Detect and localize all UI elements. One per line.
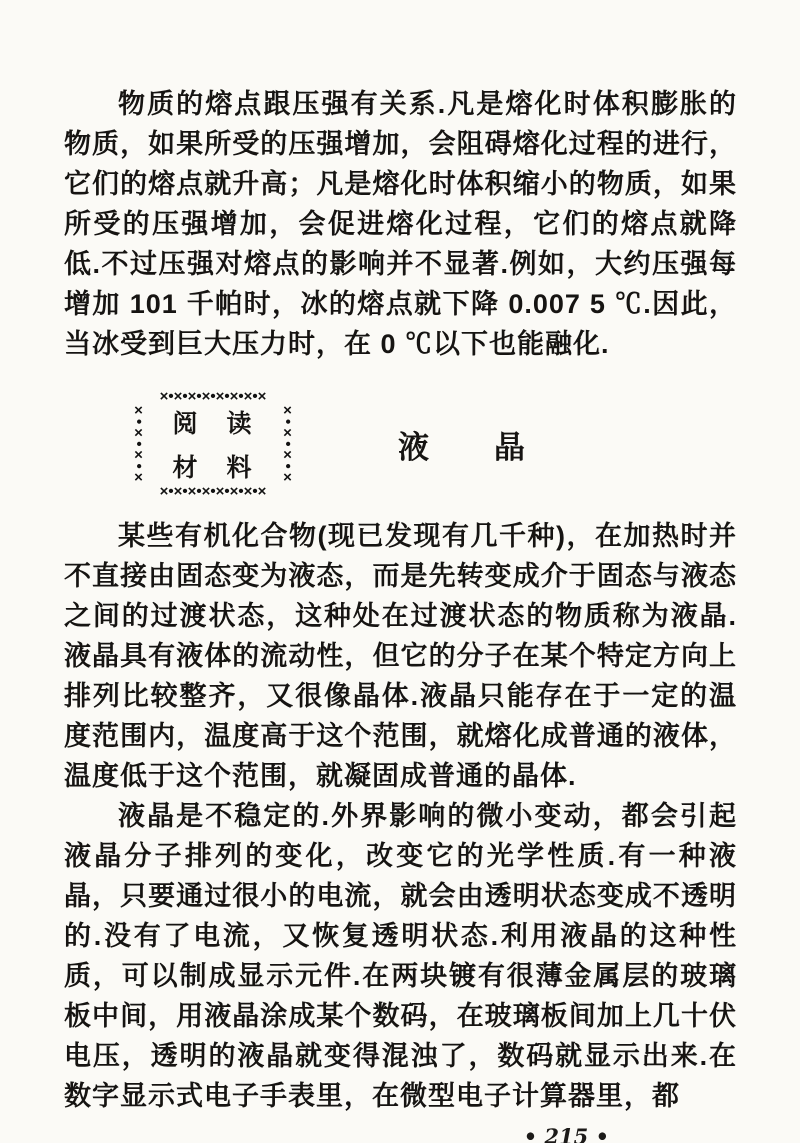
paragraph-melting-pressure: 物质的熔点跟压强有关系.凡是熔化时体积膨胀的物质，如果所受的压强增加，会阻碍熔化过程的进行，它们的熔点就升高；凡是熔化时体积缩小的物质，如果所受的压强增加，会促进熔化过程，它们的熔点就降低.不过压强对熔点的影响并不显著.例如，大约压强每增加 101 千帕时，冰的熔点就下降 0.007 5 ℃.因此，当冰受到巨大压力时，在 0 ℃以下也能融化. [64,89,737,359]
reading-material-row [64,388,737,500]
paragraph-liquid-crystal-properties: 液晶是不稳定的.外界影响的微小变动，都会引起液晶分子排列的变化，改变它的光学性质.有一种液晶，只要通过很小的电流，就会由透明状态变成不透明的.没有了电流，又恢复透明状态.利用液晶的这种性质，可以制成显示元件.在两块镀有很薄金属层的玻璃板中间，用液晶涂成某个数码，在玻璃板间加上几十伏电压，透明的液晶就变得混浊了，数码就显示出来.在数字显示式电子手表里，在微型电子计算器里，都 [64,801,737,1111]
reading-material-label-line2: 材 料 [172,454,254,482]
decorative-stitch-border-right: ×•×•×•× [279,402,296,486]
lc-term-bold: 液晶 [670,601,729,631]
reading-material-label [144,402,282,486]
decorative-stitch-border-bottom: ×•×•×•×•×•×•×•× [159,483,267,500]
reading-material-box [130,388,296,500]
lc-intro-text-after-term: .液晶具有液体的流动性，但它的分子在某个特定方向上排列比较整齐，又很像晶体.液晶只能存在于一定的温度范围内，温度高于这个范围，就熔化成普通的液体，温度低于这个范围，就凝固成普通的晶体. [64,601,737,791]
page-number: • 215 • [523,1124,609,1143]
reading-material-label-line1: 阅 读 [172,410,254,438]
section-title-liquid-crystal: 液 晶 [398,429,526,465]
paragraph-liquid-crystal-intro [64,516,737,796]
lc-intro-text-before-term: 某些有机化合物(现已发现有几千种)，在加热时并不直接由固态变为液态，而是先转变成介于固态与液态之间的过渡状态，这种处在过渡状态的物质称为 [64,521,737,631]
decorative-stitch-border-top: ×•×•×•×•×•×•×•× [159,388,267,405]
decorative-stitch-border-left: ×•×•×•× [130,402,147,486]
